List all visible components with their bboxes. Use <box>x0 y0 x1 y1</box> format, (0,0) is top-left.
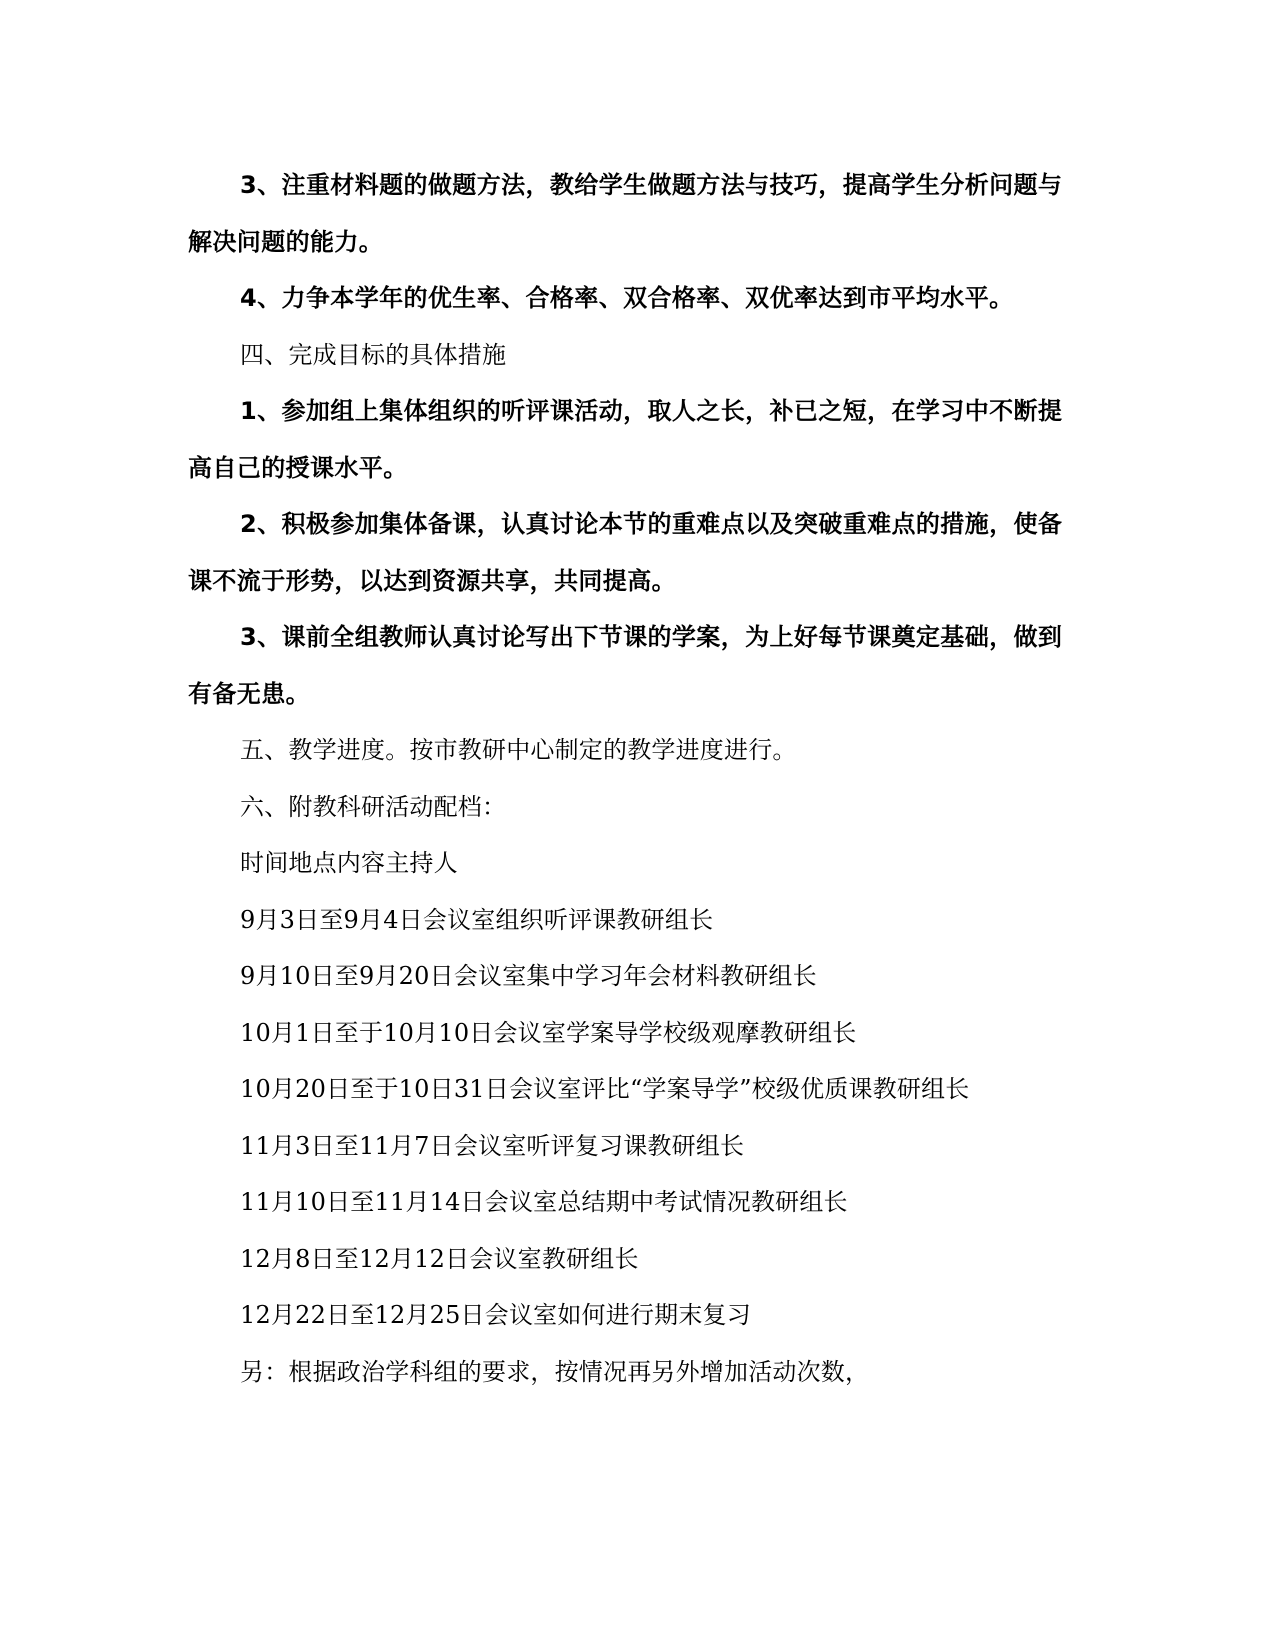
activity-row: 12月22日至12月25日会议室如何进行期末复习 <box>240 1301 751 1329</box>
activity-row: 9月3日至9月4日会议室组织听评课教研组长 <box>240 906 714 934</box>
section-heading-progress: 五、教学进度。按市教研中心制定的教学进度进行。 <box>240 736 797 764</box>
activity-row: 10月1日至于10月10日会议室学案导学校级观摩教研组长 <box>240 1019 857 1047</box>
paragraph-measure-1-line-2: 高自己的授课水平。 <box>188 454 408 482</box>
paragraph-measure-2-line-1: 2、积极参加集体备课，认真讨论本节的重难点以及突破重难点的措施，使备 <box>240 510 1063 538</box>
activity-row: 12月8日至12月12日会议室教研组长 <box>240 1245 639 1273</box>
activity-row: 10月20日至于10日31日会议室评比“学案导学”校级优质课教研组长 <box>240 1075 970 1103</box>
paragraph-goal-3-line-1: 3、注重材料题的做题方法，教给学生做题方法与技巧，提高学生分析问题与 <box>240 171 1063 199</box>
paragraph-goal-4: 4、力争本学年的优生率、合格率、双合格率、双优率达到市平均水平。 <box>240 284 1014 312</box>
activity-row: 11月3日至11月7日会议室听评复习课教研组长 <box>240 1132 745 1160</box>
paragraph-measure-3-line-1: 3、课前全组教师认真讨论写出下节课的学案，为上好每节课奠定基础，做到 <box>240 623 1063 651</box>
activity-row: 11月10日至11月14日会议室总结期中考试情况教研组长 <box>240 1188 848 1216</box>
paragraph-goal-3-line-2: 解决问题的能力。 <box>188 228 384 256</box>
paragraph-measure-3-line-2: 有备无患。 <box>188 680 310 708</box>
activity-table-header: 时间地点内容主持人 <box>240 849 458 877</box>
paragraph-measure-1-line-1: 1、参加组上集体组织的听评课活动，取人之长，补已之短，在学习中不断提 <box>240 397 1063 425</box>
paragraph-measure-2-line-2: 课不流于形势，以达到资源共享，共同提高。 <box>188 567 676 595</box>
section-heading-activities: 六、附教科研活动配档： <box>240 793 507 821</box>
activity-row: 9月10日至9月20日会议室集中学习年会材料教研组长 <box>240 962 817 990</box>
section-heading-measures: 四、完成目标的具体措施 <box>240 341 507 369</box>
closing-note: 另：根据政治学科组的要求，按情况再另外增加活动次数， <box>240 1358 870 1386</box>
